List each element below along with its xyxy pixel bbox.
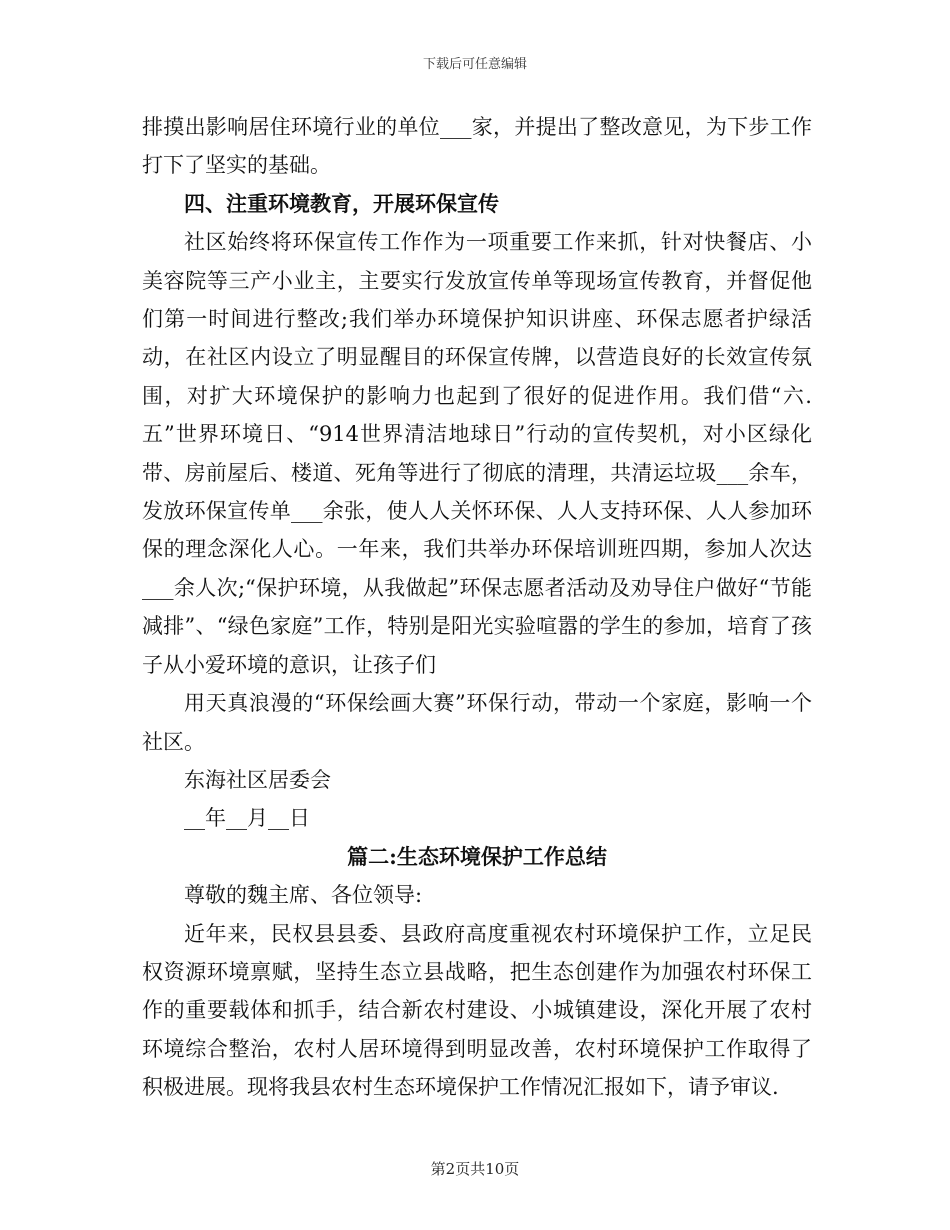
salutation: 尊敬的魏主席、各位领导: (184, 883, 423, 908)
paragraph-continued: 排摸出影响居住环境行业的单位___家，并提出了整改意见，为下步工作打下了坚实的基础。 (142, 115, 812, 178)
signature-organization: 东海社区居委会 (184, 767, 331, 792)
section-heading-4: 四、注重环境教育，开展环保宣传 (184, 190, 499, 216)
page-footer: 第2页共10页 (430, 1160, 520, 1178)
article-title-2: 篇二:生态环境保护工作总结 (347, 843, 607, 869)
signature-date: __年__月__日 (184, 806, 310, 831)
paragraph-intro: 近年来，民权县县委、县政府高度重视农村环境保护工作，立足民权资源环境禀赋，坚持生态立县战略，把生态创建作为加强农村环保工作的重要载体和抓手，结合新农村建设、小城镇建设，深化开展了农村环境综合整治，农村人居环境得到明显改善，农村环境保护工作取得了积极进展。现将我县农村生态环境保护工作情况汇报如下，请予审议. (142, 921, 812, 1100)
page-header: 下载后可任意编辑 (422, 57, 527, 72)
document-body (142, 108, 812, 1107)
paragraph-environment-education: 社区始终将环保宣传工作作为一项重要工作来抓，针对快餐店、小美容院等三产小业主，主要实行发放宣传单等现场宣传教育，并督促他们第一时间进行整改;我们举办环境保护知识讲座、环保志愿者护绿活动，在社区内设立了明显醒目的环保宣传牌，以营造良好的长效宣传氛围，对扩大环境保护的影响力也起到了很好的促进作用。我们借“六.五”世界环境日、“914世界清洁地球日”行动的宣传契机，对小区绿化带、房前屋后、楼道、死角等进行了彻底的清理，共清运垃圾___余车，发放环保宣传单___余张，使人人关怀环保、人人支持环保、人人参加环保的理念深化人心。一年来，我们共举办环保培训班四期，参加人次达___余人次;“保护环境，从我做起”环保志愿者活动及劝导住户做好“节能减排”、“绿色家庭”工作，特别是阳光实验喧嚣的学生的参加，培育了孩子从小爱环境的意识，让孩子们 (142, 230, 812, 677)
paragraph-painting-contest: 用天真浪漫的“环保绘画大赛”环保行动，带动一个家庭，影响一个社区。 (142, 691, 812, 754)
